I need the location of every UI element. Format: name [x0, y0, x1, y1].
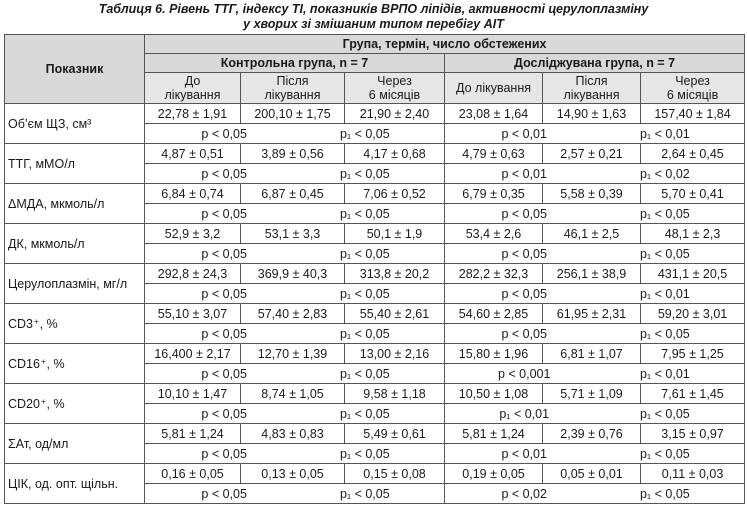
value-cell: 292,8 ± 24,3: [145, 264, 241, 284]
table-row: [5, 344, 745, 364]
p-value: p₁ < 0,05: [639, 206, 690, 221]
value-cell: 22,78 ± 1,91: [145, 104, 241, 124]
value-cell: 53,4 ± 2,6: [445, 224, 543, 244]
table-row: [5, 424, 745, 444]
p-value: p₁ < 0,05: [639, 246, 690, 261]
value-cell: 5,81 ± 1,24: [445, 424, 543, 444]
control-p-values: [145, 404, 445, 424]
control-p-values: [145, 244, 445, 264]
header-group-title: Група, термін, число обстежених: [145, 35, 745, 54]
value-cell: 21,90 ± 2,40: [345, 104, 445, 124]
header-col-line: 6 місяців: [368, 88, 421, 102]
value-cell: 0,05 ± 0,01: [543, 464, 641, 484]
study-p-values: [445, 484, 745, 504]
study-p-values: [445, 444, 745, 464]
study-p-values: [445, 364, 745, 384]
row-label: CD20⁺, %: [5, 384, 145, 424]
header-col-3: [445, 73, 543, 104]
p-value: p < 0,05: [501, 206, 547, 221]
data-table: [4, 34, 745, 504]
value-cell: 4,83 ± 0,83: [241, 424, 345, 444]
value-cell: 14,90 ± 1,63: [543, 104, 641, 124]
table-header: [5, 35, 745, 104]
p-value: p < 0,05: [201, 246, 247, 261]
table-row: [5, 304, 745, 324]
row-label: ΔМДА, мкмоль/л: [5, 184, 145, 224]
table-row: [5, 104, 745, 124]
value-cell: 13,00 ± 2,16: [345, 344, 445, 364]
caption-line-2: у хворих зі змішаним типом перебігу АІТ: [243, 17, 504, 31]
value-cell: 16,400 ± 2,17: [145, 344, 241, 364]
p-value: p < 0,01: [501, 166, 547, 181]
header-col-5: [641, 73, 745, 104]
study-p-values: [445, 164, 745, 184]
value-cell: 3,15 ± 0,97: [641, 424, 745, 444]
table-row: [5, 144, 745, 164]
p-value: p₁ < 0,05: [339, 206, 390, 221]
value-cell: 369,9 ± 40,3: [241, 264, 345, 284]
study-p-values: [445, 284, 745, 304]
value-cell: 0,11 ± 0,03: [641, 464, 745, 484]
p-value: p₁ < 0,01: [639, 366, 690, 381]
value-cell: 157,40 ± 1,84: [641, 104, 745, 124]
control-p-values: [145, 444, 445, 464]
control-p-values: [145, 484, 445, 504]
value-cell: 5,71 ± 1,09: [543, 384, 641, 404]
study-p-values: [445, 404, 745, 424]
p-value: p < 0,05: [501, 326, 547, 341]
header-control-group: Контрольна група, n = 7: [145, 54, 445, 73]
table-caption: [0, 0, 747, 32]
value-cell: 10,50 ± 1,08: [445, 384, 543, 404]
value-cell: 54,60 ± 2,85: [445, 304, 543, 324]
row-label: CD3⁺, %: [5, 304, 145, 344]
control-p-values: [145, 324, 445, 344]
value-cell: 59,20 ± 3,01: [641, 304, 745, 324]
p-value: p < 0,05: [501, 286, 547, 301]
study-p-values: [445, 244, 745, 264]
row-label: Об’єм ЩЗ, см³: [5, 104, 145, 144]
p-value: p < 0,05: [201, 206, 247, 221]
p-value: p < 0,05: [501, 246, 547, 261]
p-value: p₁ < 0,05: [339, 286, 390, 301]
value-cell: 48,1 ± 2,3: [641, 224, 745, 244]
value-cell: 4,17 ± 0,68: [345, 144, 445, 164]
value-cell: 57,40 ± 2,83: [241, 304, 345, 324]
value-cell: 12,70 ± 1,39: [241, 344, 345, 364]
header-col-line: До: [184, 74, 201, 88]
value-cell: 6,81 ± 1,07: [543, 344, 641, 364]
control-p-values: [145, 284, 445, 304]
row-label: CD16⁺, %: [5, 344, 145, 384]
header-col-line: лікування: [164, 88, 221, 102]
row-label: ДК, мкмоль/л: [5, 224, 145, 264]
p-value: p₁ < 0,01: [499, 406, 550, 421]
value-cell: 46,1 ± 2,5: [543, 224, 641, 244]
header-col-line: 6 місяців: [666, 88, 719, 102]
value-cell: 0,16 ± 0,05: [145, 464, 241, 484]
header-col-line: Після: [276, 74, 309, 88]
header-study-group: Досліджувана група, n = 7: [445, 54, 745, 73]
p-value: p₁ < 0,05: [339, 366, 390, 381]
p-value: p < 0,01: [501, 126, 547, 141]
p-value: p₁ < 0,05: [339, 126, 390, 141]
value-cell: 6,79 ± 0,35: [445, 184, 543, 204]
table-row: [5, 184, 745, 204]
p-value: p₁ < 0,05: [339, 406, 390, 421]
header-indicator: Показник: [5, 35, 145, 104]
header-col-line: лікування: [264, 88, 321, 102]
table-row: [5, 464, 745, 484]
value-cell: 6,84 ± 0,74: [145, 184, 241, 204]
caption-line-1: Таблиця 6. Рівень ТТГ, індексу ТІ, показників ВРПО ліпідів, активності церулоплазміну: [98, 2, 649, 16]
control-p-values: [145, 204, 445, 224]
p-value: p₁ < 0,05: [639, 406, 690, 421]
p-value: p₁ < 0,01: [639, 286, 690, 301]
study-p-values: [445, 204, 745, 224]
header-col-line: Через: [377, 74, 412, 88]
row-label: ТТГ, мМО/л: [5, 144, 145, 184]
control-p-values: [145, 164, 445, 184]
value-cell: 7,95 ± 1,25: [641, 344, 745, 364]
p-value: p < 0,05: [201, 406, 247, 421]
p-value: p < 0,05: [201, 286, 247, 301]
p-value: p < 0,05: [201, 366, 247, 381]
value-cell: 15,80 ± 1,96: [445, 344, 543, 364]
value-cell: 10,10 ± 1,47: [145, 384, 241, 404]
value-cell: 55,10 ± 3,07: [145, 304, 241, 324]
p-value: p < 0,05: [201, 446, 247, 461]
p-value: p₁ < 0,05: [339, 246, 390, 261]
table-row: [5, 224, 745, 244]
value-cell: 282,2 ± 32,3: [445, 264, 543, 284]
value-cell: 52,9 ± 3,2: [145, 224, 241, 244]
value-cell: 6,87 ± 0,45: [241, 184, 345, 204]
value-cell: 8,74 ± 1,05: [241, 384, 345, 404]
p-value: p₁ < 0,05: [639, 326, 690, 341]
value-cell: 5,70 ± 0,41: [641, 184, 745, 204]
value-cell: 2,57 ± 0,21: [543, 144, 641, 164]
p-value: p₁ < 0,02: [639, 166, 690, 181]
header-col-line: Через: [675, 74, 710, 88]
value-cell: 55,40 ± 2,61: [345, 304, 445, 324]
p-value: p₁ < 0,01: [639, 126, 690, 141]
p-value: p₁ < 0,05: [339, 486, 390, 501]
value-cell: 2,39 ± 0,76: [543, 424, 641, 444]
value-cell: 313,8 ± 20,2: [345, 264, 445, 284]
table-row: [5, 384, 745, 404]
value-cell: 53,1 ± 3,3: [241, 224, 345, 244]
header-col-0: [145, 73, 241, 104]
value-cell: 4,79 ± 0,63: [445, 144, 543, 164]
value-cell: 200,10 ± 1,75: [241, 104, 345, 124]
p-value: p < 0,01: [501, 446, 547, 461]
table-body: [5, 104, 745, 504]
p-value: p₁ < 0,05: [339, 166, 390, 181]
p-value: p₁ < 0,05: [339, 446, 390, 461]
table-row: [5, 264, 745, 284]
value-cell: 4,87 ± 0,51: [145, 144, 241, 164]
value-cell: 0,13 ± 0,05: [241, 464, 345, 484]
control-p-values: [145, 124, 445, 144]
value-cell: 23,08 ± 1,64: [445, 104, 543, 124]
value-cell: 256,1 ± 38,9: [543, 264, 641, 284]
value-cell: 9,58 ± 1,18: [345, 384, 445, 404]
row-label: ЦІК, од. опт. щільн.: [5, 464, 145, 504]
value-cell: 0,15 ± 0,08: [345, 464, 445, 484]
p-value: p < 0,001: [497, 366, 551, 381]
value-cell: 2,64 ± 0,45: [641, 144, 745, 164]
study-p-values: [445, 124, 745, 144]
row-label: ΣАт, од/мл: [5, 424, 145, 464]
value-cell: 3,89 ± 0,56: [241, 144, 345, 164]
header-col-2: [345, 73, 445, 104]
value-cell: 61,95 ± 2,31: [543, 304, 641, 324]
value-cell: 5,49 ± 0,61: [345, 424, 445, 444]
study-p-values: [445, 324, 745, 344]
value-cell: 5,58 ± 0,39: [543, 184, 641, 204]
header-col-4: [543, 73, 641, 104]
value-cell: 431,1 ± 20,5: [641, 264, 745, 284]
p-value: p < 0,02: [501, 486, 547, 501]
header-col-line: Після: [575, 74, 608, 88]
p-value: p < 0,05: [201, 486, 247, 501]
p-value: p₁ < 0,05: [639, 446, 690, 461]
value-cell: 0,19 ± 0,05: [445, 464, 543, 484]
value-cell: 7,61 ± 1,45: [641, 384, 745, 404]
value-cell: 7,06 ± 0,52: [345, 184, 445, 204]
header-col-1: [241, 73, 345, 104]
control-p-values: [145, 364, 445, 384]
p-value: p < 0,05: [201, 126, 247, 141]
p-value: p < 0,05: [201, 326, 247, 341]
value-cell: 5,81 ± 1,24: [145, 424, 241, 444]
row-label: Церулоплазмін, мг/л: [5, 264, 145, 304]
p-value: p₁ < 0,05: [339, 326, 390, 341]
header-col-line: лікування: [563, 88, 620, 102]
p-value: p < 0,05: [201, 166, 247, 181]
p-value: p₁ < 0,05: [639, 486, 690, 501]
value-cell: 50,1 ± 1,9: [345, 224, 445, 244]
header-col-line: До лікування: [456, 81, 531, 95]
